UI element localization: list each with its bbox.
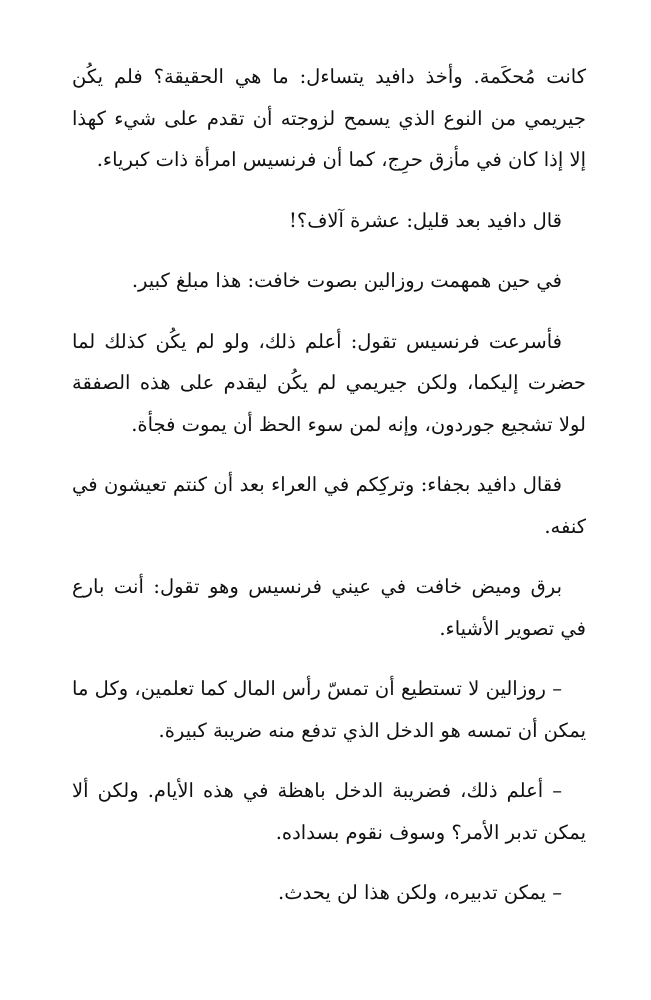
paragraph-4: فأسرعت فرنسيس تقول: أعلم ذلك، ولو لم يكُن كذلك لما حضرت إليكما، ولكن جيريمي لم يكُن ليقدم على هذه الصفقة لولا تشجيع جوردون، وإنه لمن سوء الحظ أن يموت فجأة. xyxy=(72,329,586,436)
paragraph-1: كانت مُحكَمة. وأخذ دافيد يتساءل: ما هي الحقيقة؟ فلم يكُن جيريمي من النوع الذي يسمح لزوجته أن تقدم على شيء كهذا إلا إذا كان في مأزق حرِج، كما أن فرنسيس امرأة ذات كبرياء. xyxy=(72,65,586,171)
paragraph-8: – أعلم ذلك، فضريبة الدخل باهظة في هذه الأيام. ولكن ألا يمكن تدبر الأمر؟ وسوف نقوم بسداده. xyxy=(72,779,586,844)
paragraph-6: برق وميض خافت في عيني فرنسيس وهو تقول: أنت بارع في تصوير الأشياء. xyxy=(72,575,586,640)
book-page xyxy=(72,56,586,933)
paragraph-5: فقال دافيد بجفاء: وتركِكم في العراء بعد أن كنتم تعيشون في كنفه. xyxy=(72,473,586,538)
paragraph-3: في حين همهمت روزالين بصوت خافت: هذا مبلغ كبير. xyxy=(131,269,562,292)
paragraph-9: – يمكن تدبيره، ولكن هذا لن يحدث. xyxy=(278,881,562,904)
paragraph-7: – روزالين لا تستطيع أن تمسّ رأس المال كما تعلمين، وكل ما يمكن أن تمسه هو الدخل الذي تدفع منه ضريبة كبيرة. xyxy=(72,677,586,742)
paragraph-2: قال دافيد بعد قليل: عشرة آلاف؟! xyxy=(289,208,562,232)
